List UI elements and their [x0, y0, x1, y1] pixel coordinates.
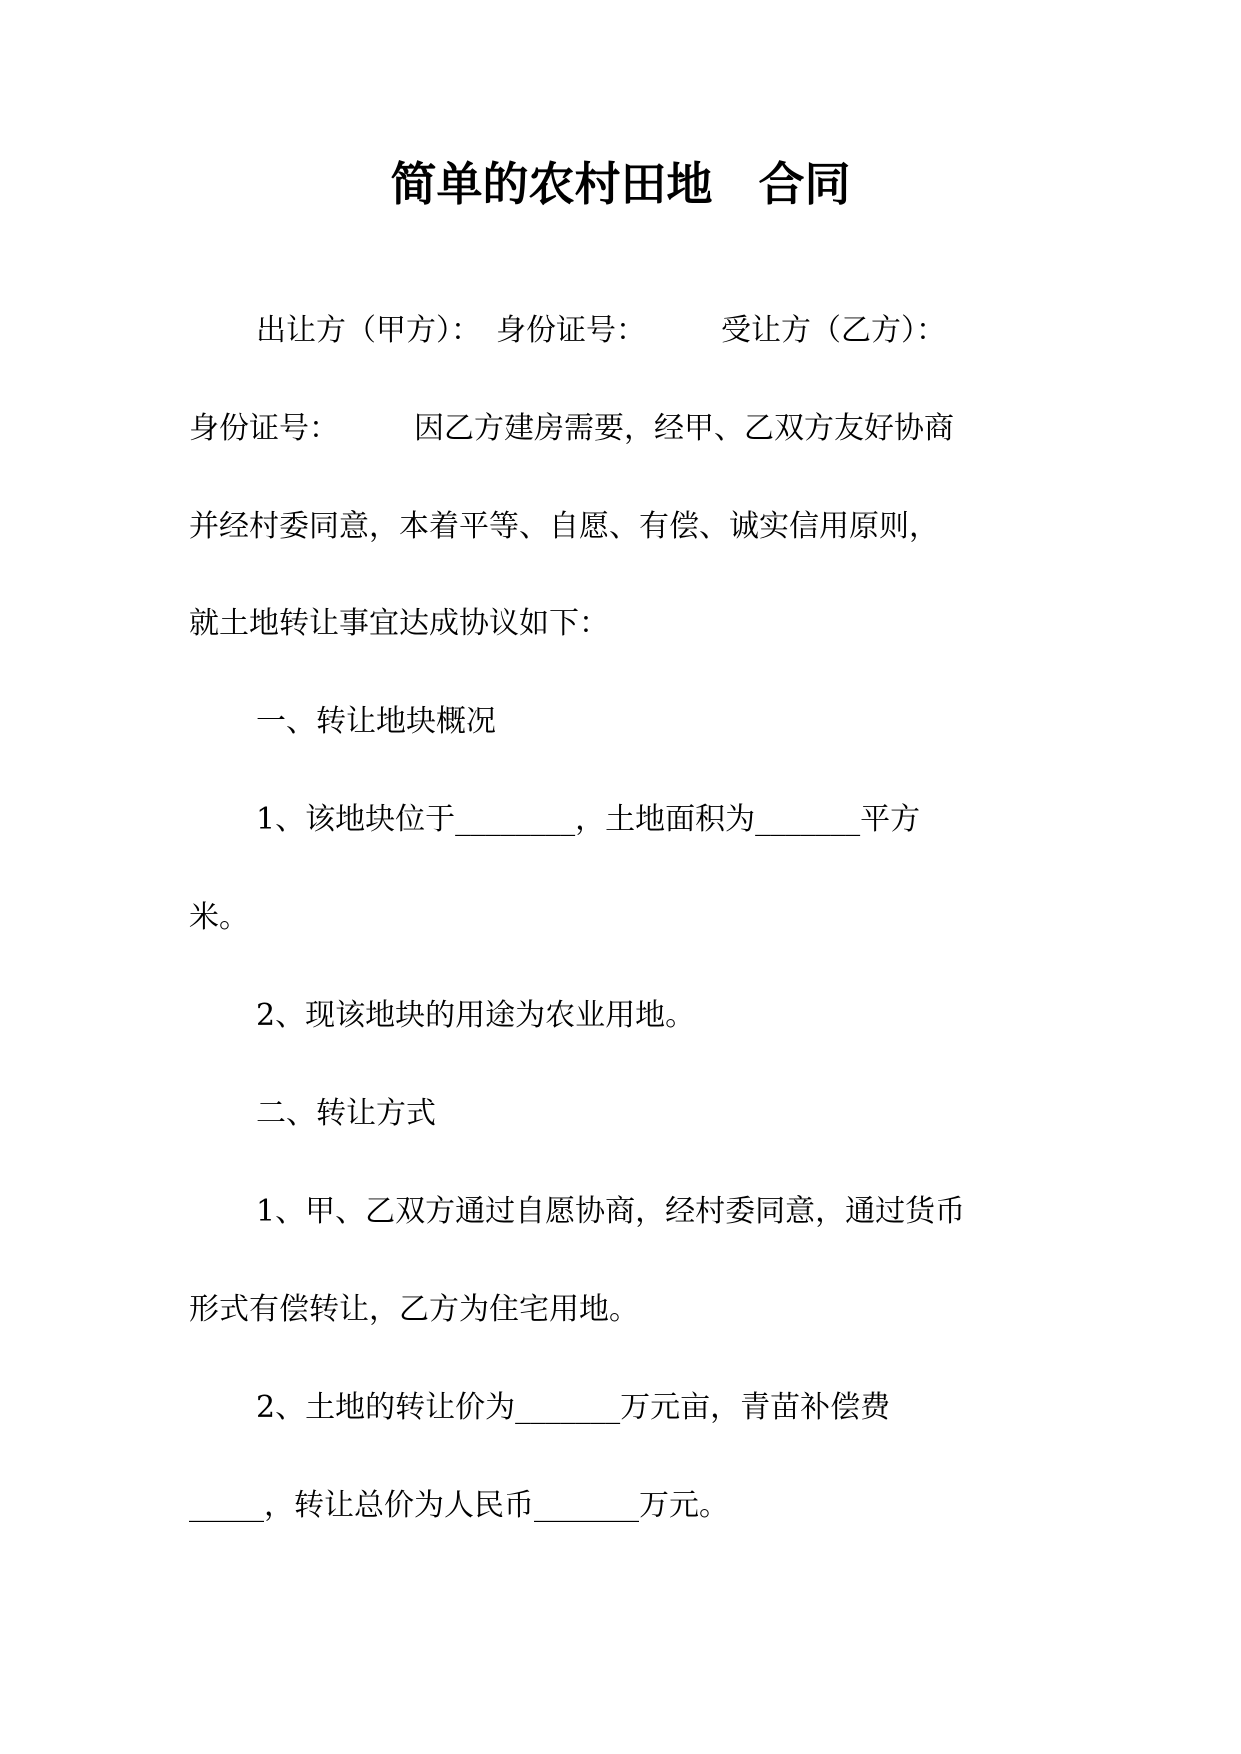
clause-line-transfer-form: 形式有偿转让，乙方为住宅用地。 — [189, 1292, 639, 1327]
clause-line-land-use: 2、现该地块的用途为农业用地。 — [256, 998, 696, 1033]
document-title: 简单的农村田地 合同 — [390, 157, 851, 211]
section-heading-plot-overview: 一、转让地块概况 — [256, 704, 496, 739]
clause-line-transfer-negotiation: 1、甲、乙双方通过自愿协商，经村委同意，通过货币 — [256, 1194, 966, 1229]
paragraph-line-agreement-intro: 就土地转让事宜达成协议如下： — [189, 606, 609, 641]
paragraph-line-principles: 并经村委同意，本着平等、自愿、有偿、诚实信用原则， — [189, 509, 939, 544]
clause-line-plot-location: 1、该地块位于________，土地面积为_______平方 — [256, 802, 921, 837]
section-heading-transfer-method: 二、转让方式 — [256, 1096, 436, 1131]
clause-line-transfer-price: 2、土地的转让价为_______万元亩，青苗补偿费 — [256, 1390, 891, 1425]
paragraph-line-id-and-purpose: 身份证号： 因乙方建房需要，经甲、乙双方友好协商 — [189, 411, 954, 446]
clause-line-total-price: _____，转让总价为人民币_______万元。 — [189, 1488, 729, 1523]
clause-line-plot-area-unit: 米。 — [189, 900, 249, 935]
paragraph-line-parties: 出让方（甲方）： 身份证号： 受让方（乙方）： — [256, 313, 946, 348]
